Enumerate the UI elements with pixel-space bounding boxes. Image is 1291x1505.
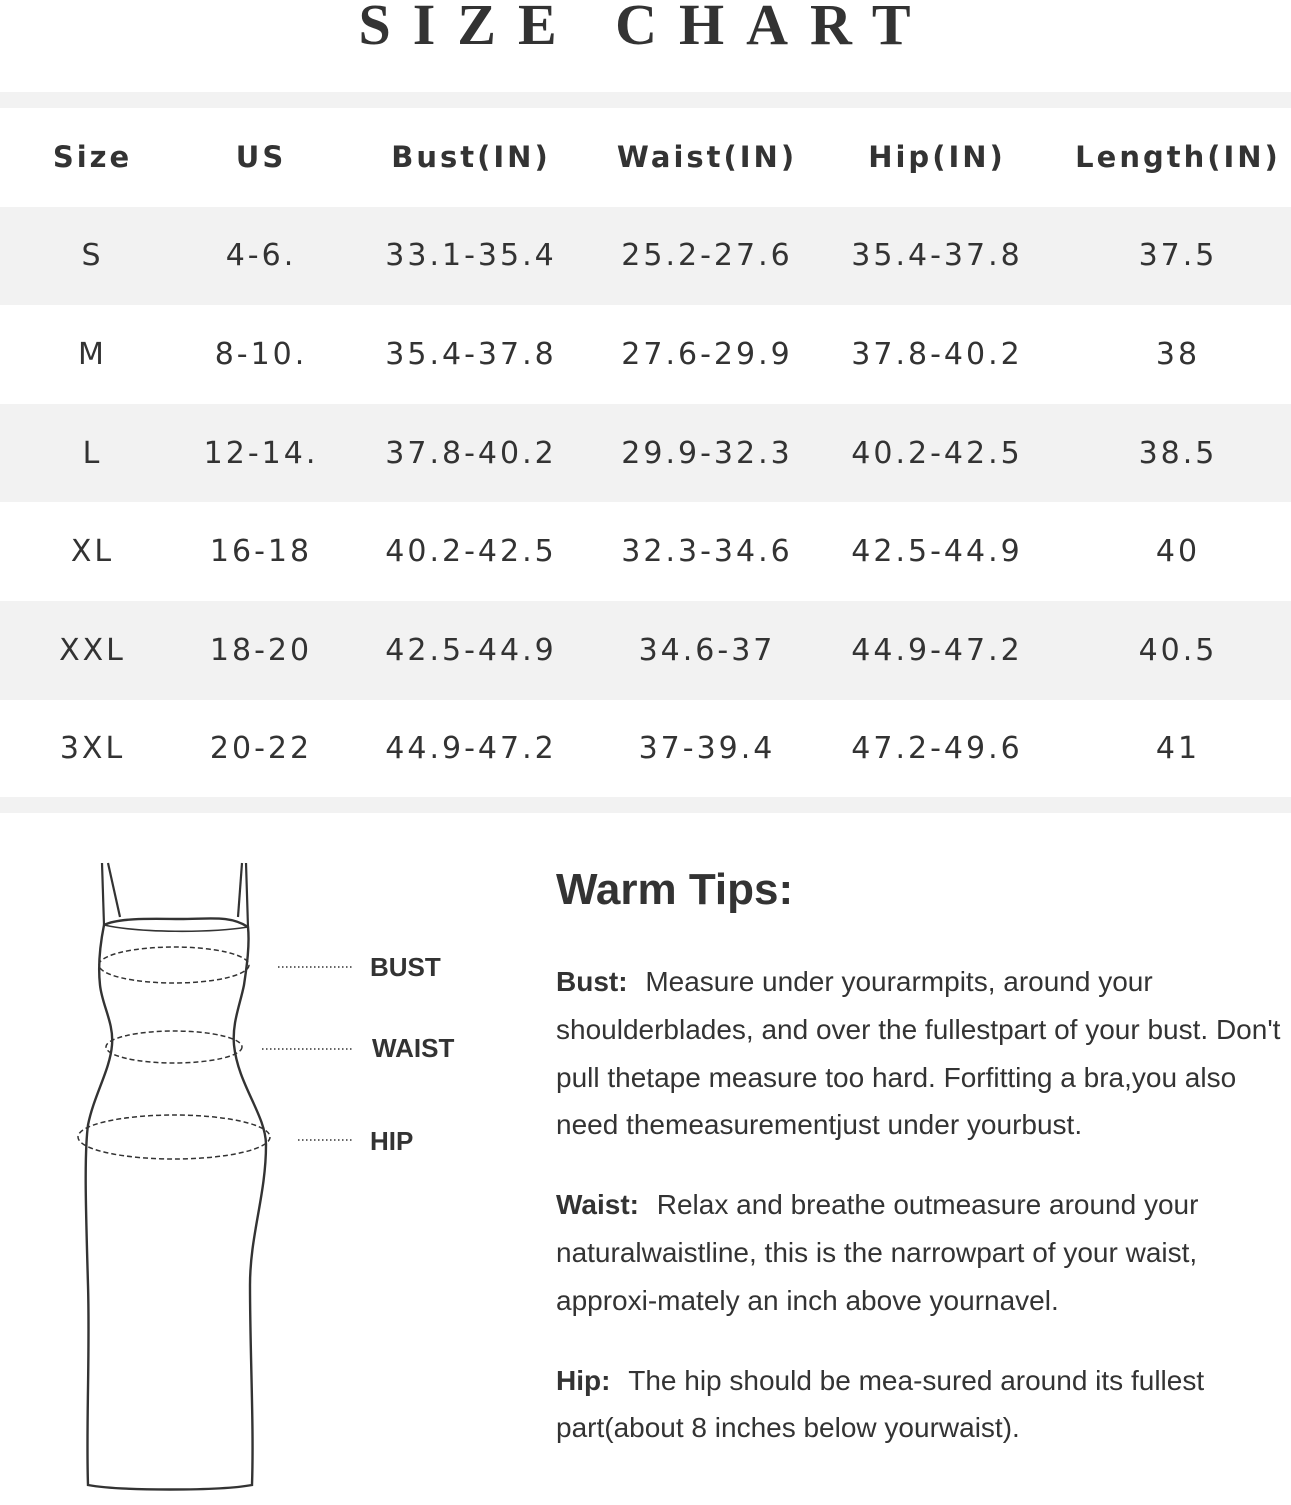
cell-bust: 44.9-47.2 — [385, 731, 557, 767]
tip-label: Bust: — [556, 966, 628, 997]
hip-measure-line — [78, 1115, 270, 1159]
cell-size: XL — [70, 534, 115, 570]
cell-hip: 47.2-49.6 — [851, 731, 1023, 767]
tip-label: Waist: — [556, 1189, 639, 1221]
tip-label: Hip: — [556, 1364, 611, 1396]
cell-us: 16-18 — [209, 534, 313, 570]
cell-size: L — [0, 404, 185, 503]
table-header-row — [0, 108, 1291, 207]
dress-outline — [86, 918, 266, 1489]
header-us: US — [235, 140, 287, 175]
cell-us: 12-14. — [185, 404, 337, 503]
cell-bust: 42.5-44.9 — [337, 601, 605, 700]
cell-us: 8-10. — [214, 336, 308, 372]
cell-us: 20-22 — [209, 731, 313, 767]
table-row — [0, 207, 1291, 306]
hip-label: HIP — [370, 1126, 414, 1156]
table-row — [0, 305, 1291, 404]
cell-waist: 27.6-29.9 — [621, 336, 793, 372]
dress-figure — [60, 855, 500, 1500]
size-table — [0, 108, 1291, 798]
cell-bust: 33.1-35.4 — [337, 207, 605, 306]
tip-text: The hip should be mea-sured around its fullest part(about 8 inches below yourwaist). — [556, 1364, 1205, 1444]
cell-size: M — [78, 336, 107, 372]
header-bust: Bust(IN) — [391, 140, 551, 175]
cell-waist: 32.3-34.6 — [621, 534, 793, 570]
dress-outline-illustration — [60, 855, 500, 1500]
tip-bust — [556, 958, 1281, 1149]
neckline — [104, 925, 248, 931]
dress-straps — [102, 863, 248, 927]
cell-hip: 40.2-42.5 — [809, 404, 1065, 503]
header-size: Size — [52, 140, 133, 175]
cell-us: 4-6. — [185, 207, 337, 306]
cell-bust: 35.4-37.8 — [385, 336, 557, 372]
cell-length: 40.5 — [1065, 601, 1291, 700]
cell-length: 38 — [1155, 336, 1201, 372]
table-row — [0, 502, 1291, 601]
cell-hip: 35.4-37.8 — [809, 207, 1065, 306]
table-row — [0, 700, 1291, 799]
cell-us: 18-20 — [185, 601, 337, 700]
cell-length: 41 — [1155, 731, 1201, 767]
cell-hip: 44.9-47.2 — [809, 601, 1065, 700]
cell-hip: 37.8-40.2 — [851, 336, 1023, 372]
divider-band-bottom — [0, 797, 1291, 813]
table-row — [0, 404, 1291, 503]
cell-hip: 42.5-44.9 — [851, 534, 1023, 570]
cell-size: S — [0, 207, 185, 306]
tip-text: Measure under yourarmpits, around your shoulderblades, and over the fullestpart of your bust. Don't pull thetape measure too hard. Forfitting a bra,you also need themeasurementjust under yourbust. — [556, 966, 1281, 1141]
waist-measure-line — [106, 1031, 242, 1063]
header-hip: Hip(IN) — [868, 140, 1006, 175]
waist-label: WAIST — [372, 1033, 455, 1063]
cell-bust: 40.2-42.5 — [385, 534, 557, 570]
tip-hip — [556, 1357, 1281, 1453]
warm-tips-section — [556, 860, 1281, 1484]
bust-measure-line — [99, 947, 249, 983]
cell-size: 3XL — [59, 731, 126, 767]
cell-waist: 29.9-32.3 — [605, 404, 809, 503]
leader-lines — [262, 967, 354, 1140]
header-length: Length(IN) — [1075, 140, 1281, 175]
cell-waist: 34.6-37 — [605, 601, 809, 700]
header-waist: Waist(IN) — [616, 140, 798, 175]
tip-waist — [556, 1181, 1281, 1324]
cell-waist: 25.2-27.6 — [605, 207, 809, 306]
warm-tips-title: Warm Tips: — [556, 865, 794, 914]
table-row — [0, 601, 1291, 700]
cell-length: 38.5 — [1065, 404, 1291, 503]
divider-band-top — [0, 92, 1291, 108]
page-title: SIZE CHART — [358, 0, 933, 57]
tip-text: Relax and breathe outmeasure around your naturalwaistline, this is the narrowpart of your waist, approxi-mately an inch above yournavel. — [556, 1189, 1199, 1316]
bust-label: BUST — [370, 952, 441, 982]
cell-size: XXL — [0, 601, 185, 700]
cell-length: 37.5 — [1065, 207, 1291, 306]
cell-waist: 37-39.4 — [638, 731, 776, 767]
cell-bust: 37.8-40.2 — [337, 404, 605, 503]
cell-length: 40 — [1155, 534, 1201, 570]
